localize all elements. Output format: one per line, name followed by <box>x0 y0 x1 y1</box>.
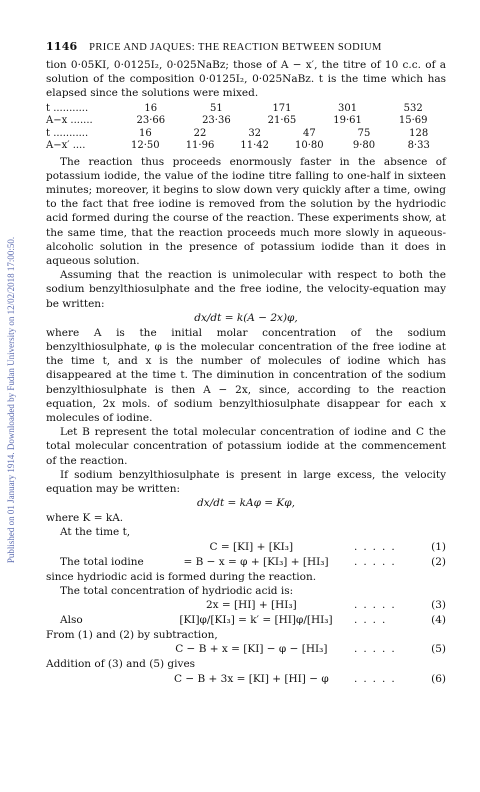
equation-expression: 2x = [HI] + [HI₃] <box>205 599 297 612</box>
row-label: A−x′ .... <box>46 140 86 152</box>
table-row <box>46 115 446 128</box>
equation-expression: = B − x = φ + [KI₃] + [HI₃] <box>183 555 329 568</box>
table-cell: 532 <box>403 102 423 114</box>
table-cell: 128 <box>409 127 429 139</box>
table-cell: 51 <box>210 102 223 114</box>
table-cell: 11·96 <box>185 140 215 152</box>
table-cell: 12·50 <box>131 140 160 152</box>
table-row <box>46 103 446 116</box>
equation-1 <box>46 540 446 555</box>
data-table <box>46 103 446 153</box>
addition-line: Addition of (3) and (5) gives <box>46 658 196 671</box>
page-number: 1146 <box>46 40 78 53</box>
leader-dots: .... <box>354 614 392 627</box>
equation-number: (1) <box>431 540 446 553</box>
paragraph-let-b: Let B represent the total molecular concentration of iodine and C the total molecular concentration of potassium iodide at the commencement of the reaction. <box>46 426 446 467</box>
table-row <box>46 140 446 153</box>
equation-3 <box>46 598 446 613</box>
equation-expression: C − B + 3x = [KI] + [HI] − φ <box>173 672 329 685</box>
download-notice <box>4 80 18 720</box>
running-title: PRICE AND JAQUES: THE REACTION BETWEEN SODIUM <box>89 42 382 53</box>
where-k: where K = kA. <box>46 512 124 525</box>
table-cell: 10·80 <box>295 140 324 152</box>
paragraph-assumption: Assuming that the reaction is unimolecular with respect to both the sodium benzylthiosulphate and the free iodine, the velocity-equation may be written: <box>46 269 446 310</box>
equation-lead <box>46 672 149 687</box>
equation-2 <box>46 555 446 570</box>
table-row <box>46 128 446 141</box>
equation-6 <box>46 672 446 687</box>
table-cell: 9·80 <box>352 140 376 152</box>
paragraph-excess: If sodium benzylthiosulphate is present in large excess, the velocity equation may be written: <box>46 468 446 496</box>
leader-dots: ..... <box>354 540 401 553</box>
table-cell: 32 <box>248 127 262 139</box>
table-cell: 171 <box>272 102 292 114</box>
row-label: t ........... <box>46 127 89 139</box>
leader-dots: ..... <box>354 599 401 612</box>
equation-number: (4) <box>431 614 446 627</box>
equation-lead <box>46 540 149 555</box>
table-cell: 16 <box>144 102 158 114</box>
intro-paragraph: tion 0·05KI, 0·0125I₂, 0·025NaBz; those of A − x′, the titre of 10 c.c. of a solution of the composition 0·0125I₂, 0·025NaBz. t is the time which has elapsed since the solutions were mixed. <box>46 59 446 100</box>
paragraph-definitions: where A is the initial molar concentration of the sodium benzylthiosulphate, φ is the molecular concentration of the free iodine at the time t, and x is the number of molecules of iodine which has disappeared at the time t. The diminution in concentration of the sodium benzylthiosulphate is then A − 2x, since, according to the reaction equation, 2x mols. of sodium benzylthiosulphate disappear for each x molecules of iodine. <box>46 326 446 425</box>
table-cell: 8·33 <box>407 140 430 152</box>
row-label: A−x ....... <box>46 115 93 127</box>
running-header <box>46 40 446 58</box>
page-body <box>46 40 446 687</box>
table-cell: 22 <box>193 127 207 139</box>
leader-dots: ..... <box>354 643 401 656</box>
at-time-t: At the time t, <box>60 526 131 539</box>
leader-dots: ..... <box>354 672 401 685</box>
equation-number: (5) <box>431 643 446 656</box>
table-cell: 16 <box>138 127 152 139</box>
table-cell: 11·42 <box>240 140 269 152</box>
leader-dots: ..... <box>354 555 401 568</box>
table-cell: 47 <box>302 127 316 139</box>
since-line: since hydriodic acid is formed during the reaction. <box>46 570 317 583</box>
equation-expression: [KI]φ/[KI₃] = k′ = [HI]φ/[HI₃] <box>179 614 333 627</box>
table-cell: 75 <box>357 127 371 139</box>
equation-number: (6) <box>431 672 446 685</box>
table-cell: 23·66 <box>136 115 166 127</box>
equation-number: (3) <box>431 599 446 612</box>
table-cell: 23·36 <box>202 115 231 127</box>
equation-lead: The total iodine <box>60 555 144 568</box>
equation-number: (2) <box>431 555 446 568</box>
table-cell: 19·61 <box>333 115 362 127</box>
equation-expression: C − B + x = [KI] − φ − [HI₃] <box>175 643 328 656</box>
equation-lead <box>46 642 149 657</box>
table-cell: 21·65 <box>267 115 297 127</box>
equation-lead <box>46 598 149 613</box>
equation-lead: Also <box>60 614 83 627</box>
equation-4 <box>46 613 446 628</box>
equation-expression: C = [KI] + [KI₃] <box>209 540 294 553</box>
equation-5 <box>46 642 446 657</box>
from-line: From (1) and (2) by subtraction, <box>46 629 218 642</box>
velocity-equation: dx/dt = k(A − 2x)φ, <box>194 311 298 324</box>
table-cell: 301 <box>338 102 358 114</box>
row-label: t ........... <box>46 102 89 114</box>
paragraph-reaction-speed: The reaction thus proceeds enormously faster in the absence of potassium iodide, the value of the iodine titre falling to one-half in sixteen minutes; moreover, it begins to slow down very quickly after a time, owing to the fact that free iodine is removed from the solution by the hydriodic acid formed during the course of the reaction. These experiments show, at the same time, that the reaction proceeds much more slowly in aqueous-alcoholic solution in the presence of potassium iodide than it does in aqueous solution. <box>46 155 446 268</box>
velocity-equation-excess: dx/dt = kAφ = Kφ, <box>197 497 295 510</box>
total-hi-line: The total concentration of hydriodic acid is: <box>60 584 294 597</box>
table-cell: 15·69 <box>398 115 428 127</box>
download-notice-text: Published on 01 January 1914. Downloaded by Fudan University on 12/02/2018 17:00:50. <box>6 236 16 564</box>
